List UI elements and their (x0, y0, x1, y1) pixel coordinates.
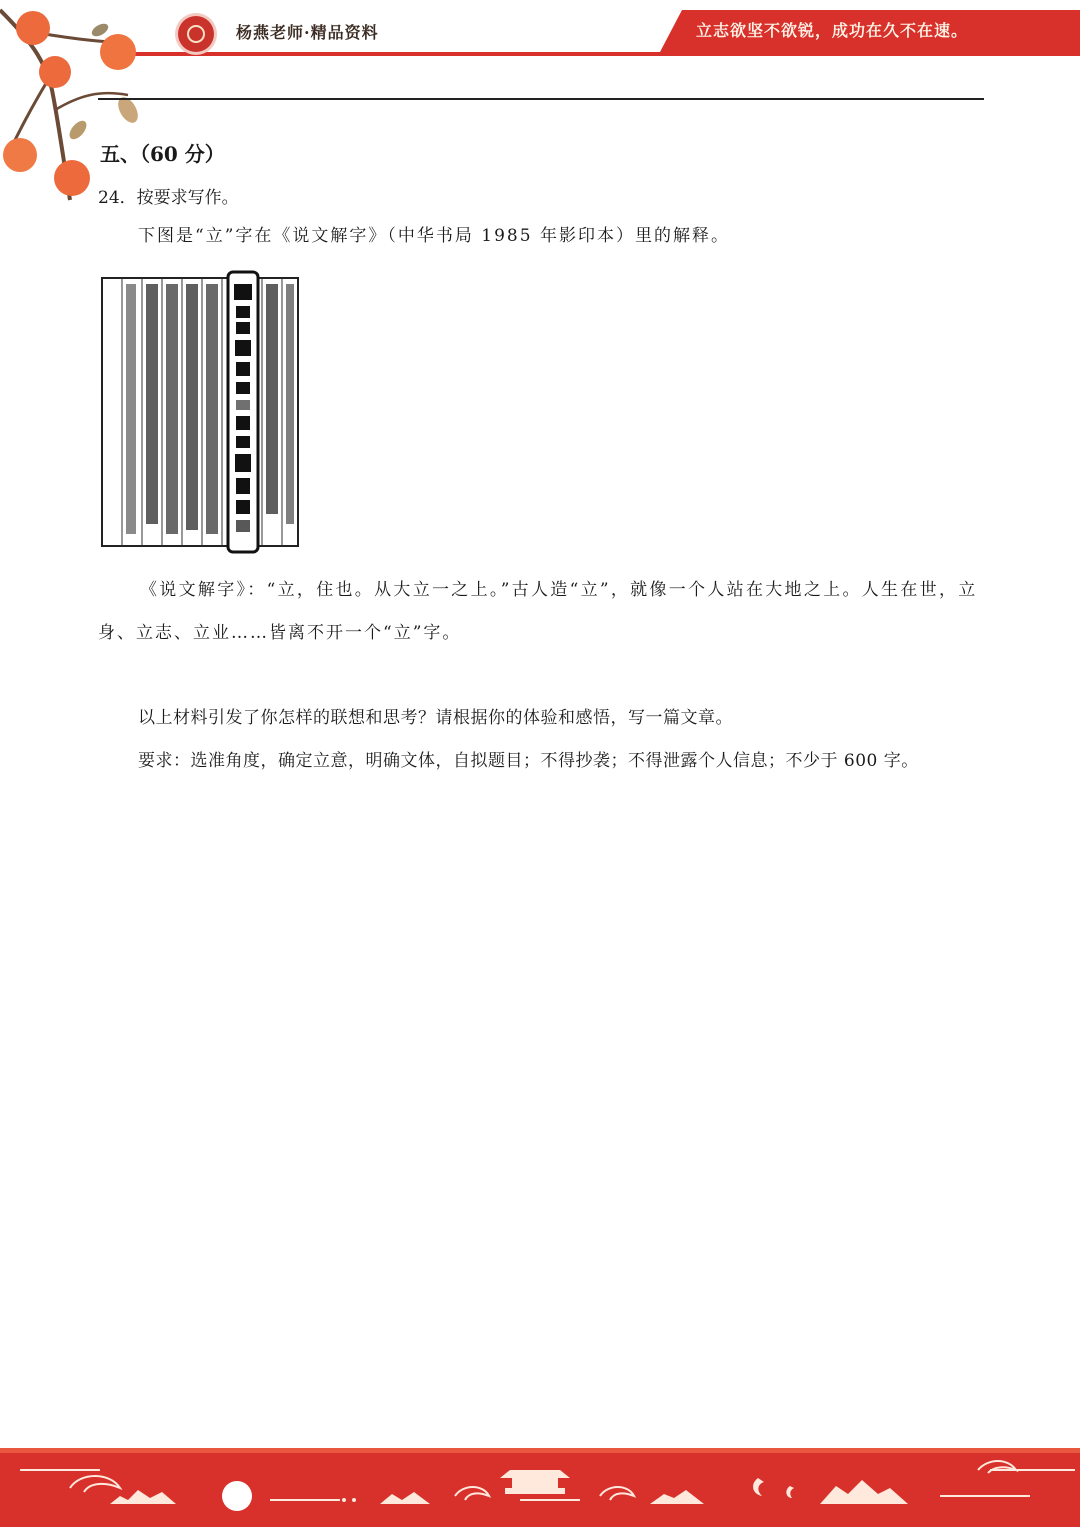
lantern-logo-icon (178, 16, 214, 52)
shuowen-jiezi-scan-image (100, 270, 306, 554)
writing-prompt: 以上材料引发了你怎样的联想和思考？请根据你的体验和感悟，写一篇文章。 (138, 708, 733, 728)
material-quote-line-2: 身、立志、立业……皆离不开一个“立”字。 (98, 623, 462, 643)
header-divider (98, 98, 984, 100)
header-red-band (130, 52, 1080, 56)
material-intro: 下图是“立”字在《说文解字》（中华书局 1985 年影印本）里的解释。 (138, 226, 730, 246)
auspicious-clouds-footer-icon (0, 1448, 1080, 1527)
motto-text: 立志欲坚不欲锐，成功在久不在速。 (696, 21, 969, 40)
material-quote-line-1: 《说文解字》：“立，住也。从大立一之上。”古人造“立”，就像一个人站在大地之上。人生在世，立 (140, 580, 978, 600)
persimmon-branch-icon (0, 0, 160, 210)
page-header (0, 0, 1080, 100)
writing-requirements: 要求：选准角度，确定立意，明确文体，自拟题目；不得抄袭；不得泄露个人信息；不少于 600 字。 (138, 751, 919, 771)
brand-name: 杨燕老师·精品资料 (236, 23, 379, 42)
question-number: 24．按要求写作。 (98, 188, 239, 208)
section-heading: 五、（60 分） (100, 142, 225, 166)
